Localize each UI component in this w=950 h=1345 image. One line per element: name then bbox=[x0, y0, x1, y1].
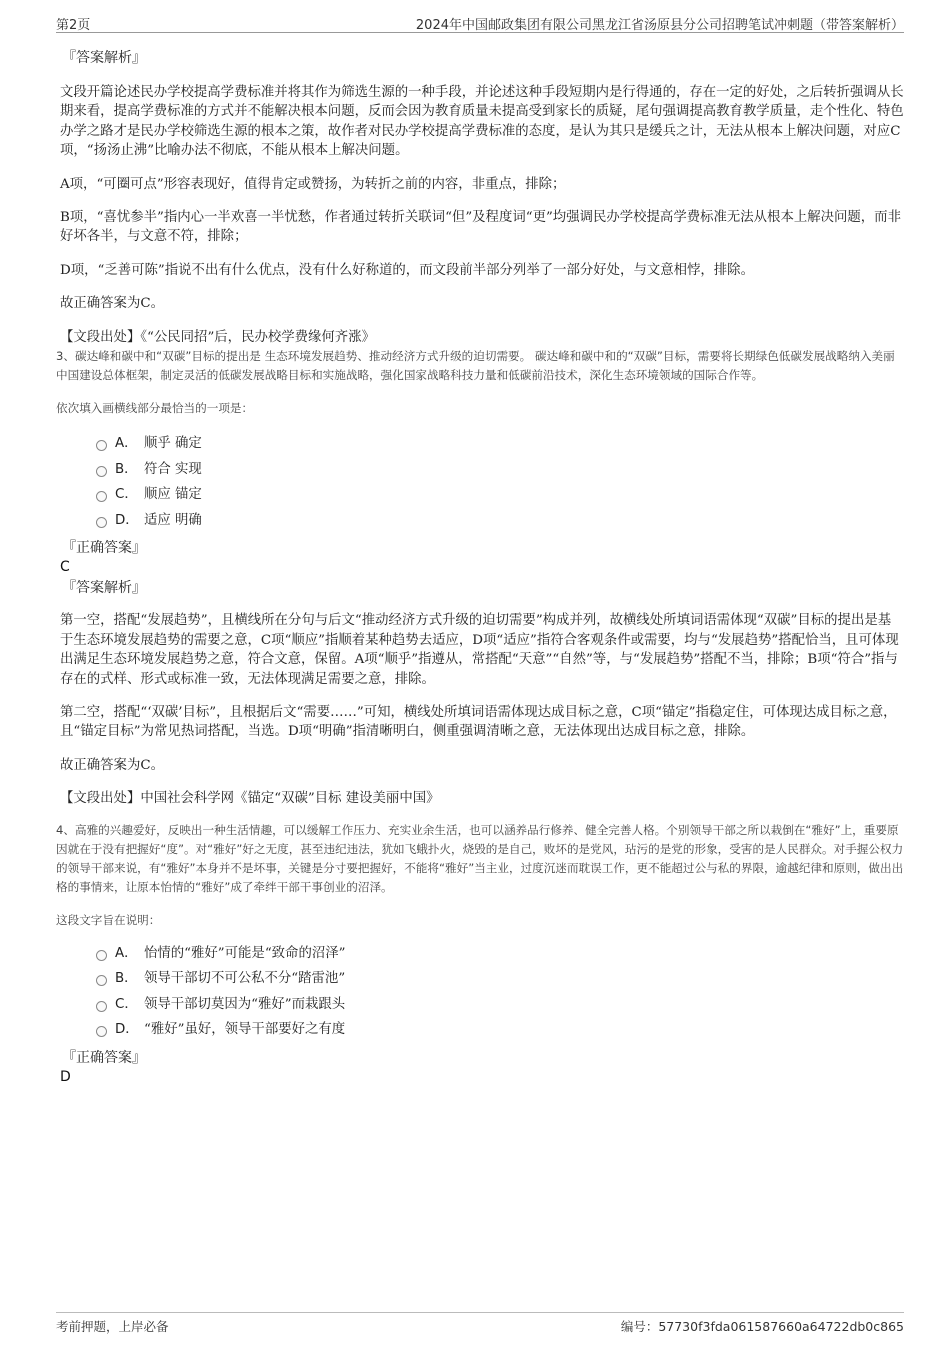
radio-button[interactable] bbox=[96, 975, 107, 986]
question-stem: 3、碳达峰和碳中和“双碳”目标的提出是 生态环境发展趋势、推动经济方式升级的迫切需要。 碳达峰和碳中和的“双碳”目标，需要将长期绿色低碳发展战略纳入美丽中国建设总体框架，制定灵活的低碳发展战略目标和实施战略，强化国家战略科技力量和低碳前沿技术，深化生态环境领域的国际合作等。 bbox=[56, 349, 895, 383]
option-a[interactable]: A． 顺乎 确定 bbox=[56, 431, 904, 457]
radio-button[interactable] bbox=[96, 466, 107, 477]
option-list bbox=[56, 941, 904, 1043]
analysis-paragraph: 第二空，搭配“‘双碳’目标”，且根据后文“需要……”可知，横线处所填词语需体现达成目标之意，C项“锚定”指稳定住，可体现达成目标之意，且“锚定目标”为常见热词搭配，当选。D项“明确”指清晰明白，侧重强调清晰之意，无法体现出达成目标之意，排除。 bbox=[60, 705, 897, 740]
question-prompt: 这段文字旨在说明： bbox=[56, 912, 161, 927]
answer-label: 『正确答案』 bbox=[62, 540, 146, 557]
page-number: 第2页 bbox=[56, 18, 91, 33]
page-footer bbox=[56, 1312, 904, 1335]
option-b[interactable]: B． 领导干部切不可公私不分“踏雷池” bbox=[56, 966, 904, 992]
analysis-conclusion: 故正确答案为C。 bbox=[60, 296, 164, 312]
analysis-paragraph: B项，“喜忧参半”指内心一半欢喜一半忧愁，作者通过转折关联词“但”及程度词“更”均强调民办学校提高学费标准无法从根本上解决问题，而非好坏各半，与文意不符，排除； bbox=[60, 210, 901, 245]
radio-button[interactable] bbox=[96, 1001, 107, 1012]
option-list bbox=[56, 431, 904, 533]
source-citation: 【文段出处】中国社会科学网《锚定“双碳”目标 建设美丽中国》 bbox=[60, 791, 440, 807]
answer-label: 『正确答案』 bbox=[62, 1050, 146, 1067]
radio-button[interactable] bbox=[96, 950, 107, 961]
option-d[interactable]: D． “雅好”虽好，领导干部要好之有度 bbox=[56, 1017, 904, 1043]
analysis-paragraph: 文段开篇论述民办学校提高学费标准并将其作为筛选生源的一种手段，并论述这种手段短期内是行得通的，存在一定的好处，之后转折强调从长期来看，提高学费标准的方式并不能解决根本问题，反而会因为教育质量未提高受到家长的质疑，尾句强调提高教育教学质量，走个性化、特色办学之路才是民办学校筛选生源的根本之策，故作者对民办学校提高学费标准的态度，是认为其只是缓兵之计，无法从根本上解决问题，对应C项，“扬汤止沸”比喻办法不彻底，不能从根本上解决问题。 bbox=[60, 85, 904, 159]
page-header bbox=[56, 12, 904, 33]
analysis-paragraph: D项，“乏善可陈”指说不出有什么优点，没有什么好称道的，而文段前半部分列举了一部分好处，与文意相悖，排除。 bbox=[60, 262, 754, 278]
option-a[interactable]: A． 怡情的“雅好”可能是“致命的沼泽” bbox=[56, 941, 904, 967]
radio-button[interactable] bbox=[96, 1026, 107, 1037]
radio-button[interactable] bbox=[96, 440, 107, 451]
source-citation: 【文段出处】《“公民同招”后，民办校学费缘何齐涨》 bbox=[60, 329, 375, 345]
option-c[interactable]: C． 顺应 锚定 bbox=[56, 482, 904, 508]
analysis-label: 『答案解析』 bbox=[62, 580, 146, 597]
correct-answer: D bbox=[60, 1069, 71, 1086]
analysis-paragraph: 第一空，搭配“发展趋势”，且横线所在分句与后文“推动经济方式升级的迫切需要”构成并列，故横线处所填词语需体现“双碳”目标的提出是基于生态环境发展趋势的需要之意，C项“顺应”指顺着某种趋势去适应，D项“适应”指符合客观条件或需要，均与“发展趋势”搭配恰当，且可体现出满足生态环境发展趋势之意，符合文意，保留。A项“顺乎”指遵从，常搭配“天意”“自然”等，与“发展趋势”搭配不当，排除；B项“符合”指与存在的式样、形式或标准一致，无法体现满足需要之意，排除。 bbox=[60, 613, 899, 687]
option-d[interactable]: D． 适应 明确 bbox=[56, 508, 904, 534]
question-stem: 4、高雅的兴趣爱好，反映出一种生活情趣，可以缓解工作压力、充实业余生活，也可以涵养品行修养、健全完善人格。个别领导干部之所以栽倒在“雅好”上，重要原因就在于没有把握好“度”。对“雅好”好之无度，甚至违纪违法，犹如飞蛾扑火，烧毁的是自己，败坏的是党风，玷污的是党的形象，受害的是人民群众。对手握公权力的领导干部来说，有“雅好”本身并不是坏事，关键是分寸要把握好，不能将“雅好”当主业，过度沉迷而耽误工作，更不能超过公与私的界限，逾越纪律和原则，做出出格的事情来，让原本怡情的“雅好”成了牵绊干部干事创业的沼泽。 bbox=[56, 822, 904, 894]
analysis-paragraph: A项，“可圈可点”形容表现好，值得肯定或赞扬，为转折之前的内容，非重点，排除； bbox=[60, 176, 566, 192]
correct-answer: C bbox=[60, 559, 70, 576]
page-content bbox=[56, 44, 904, 1085]
footer-slogan: 考前押题，上岸必备 bbox=[56, 1319, 169, 1334]
question-prompt: 依次填入画横线部分最恰当的一项是： bbox=[56, 401, 254, 416]
radio-button[interactable] bbox=[96, 491, 107, 502]
document-title: 2024年中国邮政集团有限公司黑龙江省汤原县分公司招聘笔试冲刺题（带答案解析） bbox=[415, 18, 904, 33]
document-id: 编号：57730f3fda061587660a64722db0c865 bbox=[620, 1319, 904, 1334]
option-b[interactable]: B． 符合 实现 bbox=[56, 457, 904, 483]
option-c[interactable]: C． 领导干部切莫因为“雅好”而栽跟头 bbox=[56, 992, 904, 1018]
radio-button[interactable] bbox=[96, 517, 107, 528]
analysis-conclusion: 故正确答案为C。 bbox=[60, 757, 164, 773]
analysis-label: 『答案解析』 bbox=[62, 50, 146, 66]
